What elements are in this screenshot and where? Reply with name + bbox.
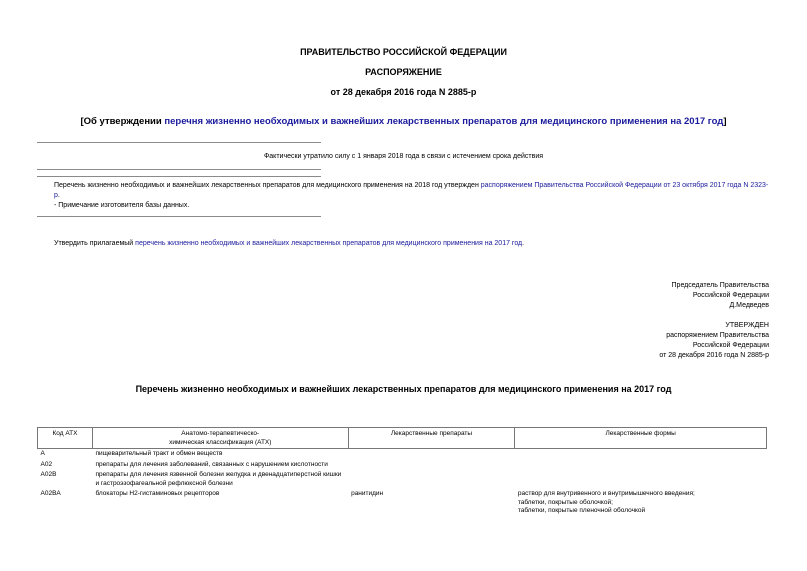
signature-block <box>469 281 769 311</box>
header-drugs: Лекарственные препараты <box>348 428 515 449</box>
approved-by: распоряжением Правительства <box>666 332 769 339</box>
divider <box>37 142 321 143</box>
government-name: ПРАВИТЕЛЬСТВО РОССИЙСКОЙ ФЕДЕРАЦИИ <box>300 47 507 57</box>
signature-country: Российской Федерации <box>692 292 769 299</box>
editor-note-end: . <box>57 192 60 199</box>
cell-code: A02B <box>40 471 57 478</box>
cell-code: A02BA <box>40 490 61 497</box>
table-row <box>38 460 767 471</box>
editor-note-source: - Примечание изготовителя базы данных. <box>54 202 190 209</box>
divider <box>37 216 321 217</box>
cell-classification-line2: и гастроэзофагеальной рефлюксной болезни <box>95 479 233 487</box>
header-classification <box>92 428 348 449</box>
signature-name: Д.Медведев <box>729 302 769 309</box>
status-note: Фактически утратило силу с 1 января 2018 года в связи с истечением срока действия <box>263 153 544 160</box>
approved-date: от 28 декабря 2016 года N 2885-р <box>659 352 769 359</box>
cell-code: A <box>40 450 45 457</box>
table-header-row <box>38 428 767 449</box>
approve-link[interactable]: перечень жизненно необходимых и важнейших лекарственных препаратов для медицинского применения на 2017 год <box>135 240 523 247</box>
cell-drug <box>348 449 515 460</box>
document-date-number: от 28 декабря 2016 года N 2885-р <box>330 87 477 97</box>
editor-note-link[interactable]: распоряжением Правительства Российской Федерации от 23 октября 2017 года N 2323-р <box>54 182 769 199</box>
title-bracket-close: ] <box>723 116 727 127</box>
divider <box>37 176 321 177</box>
header-code: Код АТХ <box>38 428 93 449</box>
table-row <box>38 489 767 517</box>
table-row <box>38 470 767 489</box>
divider <box>37 169 321 170</box>
document-title <box>0 116 807 127</box>
cell-code: A02 <box>40 460 53 468</box>
approved-country: Российской Федерации <box>692 342 769 349</box>
cell-classification: пищеварительный тракт и обмен веществ <box>95 450 223 457</box>
approve-end: . <box>522 240 525 247</box>
cell-form-line2: таблетки, покрытые оболочкой; <box>517 498 613 506</box>
header-classification-line2: химическая классификация (АТХ) <box>169 439 272 446</box>
cell-drug <box>348 470 515 489</box>
editor-note-text: Перечень жизненно необходимых и важнейших лекарственных препаратов для медицинского применения на 2018 год утвержден <box>54 182 481 189</box>
cell-form-line1: раствор для внутривенного и внутримышечного введения; <box>517 490 695 497</box>
cell-classification-line1: препараты для лечения язвенной болезни желудка и двенадцатиперстной кишки <box>95 471 342 478</box>
editor-note <box>54 181 769 201</box>
title-link[interactable]: перечня жизненно необходимых и важнейших лекарственных препаратов для медицинского применения на 2017 год <box>164 116 724 127</box>
cell-form <box>515 449 767 460</box>
cell-form <box>515 460 767 471</box>
signature-position: Председатель Правительства <box>671 282 769 289</box>
cell-classification <box>92 470 348 489</box>
approve-text: Утвердить прилагаемый <box>54 240 136 247</box>
table-row <box>38 449 767 460</box>
approved-block <box>469 321 769 361</box>
cell-classification: блокаторы H2-гистаминовых рецепторов <box>95 490 220 497</box>
drug-table <box>37 427 767 517</box>
document-type: РАСПОРЯЖЕНИЕ <box>365 67 442 77</box>
cell-form <box>515 470 767 489</box>
approve-paragraph <box>54 239 769 249</box>
list-title: Перечень жизненно необходимых и важнейших лекарственных препаратов для медицинского применения на 2017 год <box>135 384 672 394</box>
header-classification-line1: Анатомо-терапевтическо- <box>181 430 260 437</box>
cell-drug: ранитидин <box>351 490 384 497</box>
cell-classification: препараты для лечения заболеваний, связанных с нарушением кислотности <box>95 460 328 468</box>
cell-drug <box>348 460 515 471</box>
cell-form-line3: таблетки, покрытые пленочной оболочкой <box>517 507 646 514</box>
title-bracket-open: [Об утверждении <box>80 116 165 127</box>
cell-forms <box>515 489 767 517</box>
header-forms: Лекарственные формы <box>515 428 767 449</box>
approved-heading: УТВЕРЖДЕН <box>725 322 769 329</box>
